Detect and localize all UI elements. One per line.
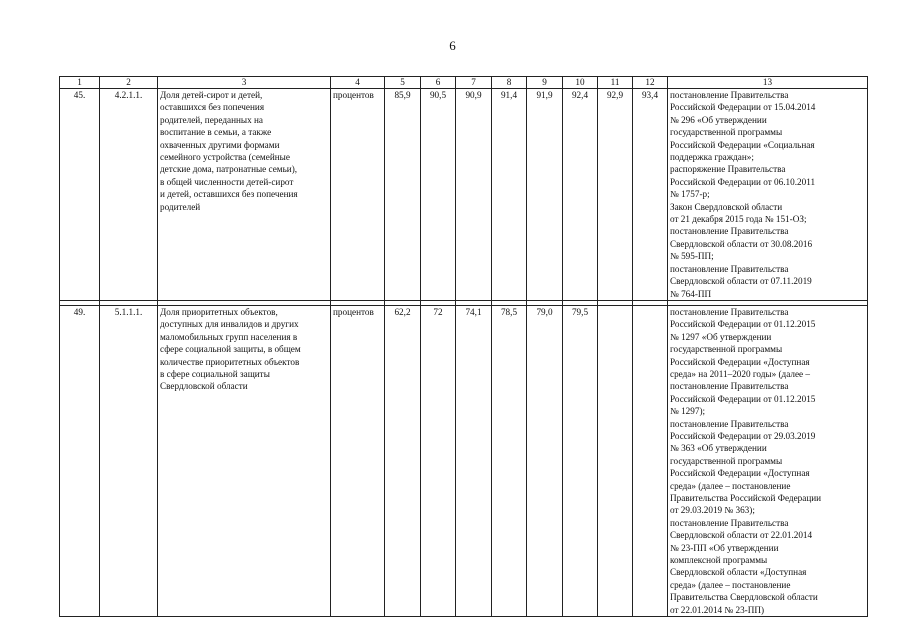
row-code: 5.1.1.1. — [100, 305, 158, 616]
row-description: Доля детей-сирот и детей, оставшихся без попечения родителей, переданных на воспитание в семьи, а также охваченных другими формами семейного устройства (семейные детские дома, патронатные семьи), в общей численности детей-сирот и детей, оставшихся без попечения родителей — [158, 89, 331, 301]
row-value — [598, 305, 633, 616]
row-value: 92,4 — [563, 89, 598, 301]
row-code: 4.2.1.1. — [100, 89, 158, 301]
row-value: 62,2 — [385, 305, 421, 616]
row-unit: процентов — [331, 305, 385, 616]
column-header: 6 — [421, 77, 456, 89]
column-header: 10 — [563, 77, 598, 89]
row-value: 79,0 — [527, 305, 563, 616]
column-header: 4 — [331, 77, 385, 89]
header-row — [60, 77, 868, 89]
row-value: 78,5 — [492, 305, 527, 616]
table-row — [60, 89, 868, 301]
row-value — [633, 305, 668, 616]
row-value: 79,5 — [563, 305, 598, 616]
column-header: 9 — [527, 77, 563, 89]
row-description: Доля приоритетных объектов, доступных для инвалидов и других маломобильных групп населения в сфере социальной защиты, в общем количестве приоритетных объектов в сфере социальной защиты Свердловской области — [158, 305, 331, 616]
row-documents: постановление Правительства Российской Федерации от 01.12.2015 № 1297 «Об утверждении государственной программы Российской Федерации «Доступная среда» на 2011–2020 годы» (далее – постановление Правительства Российской Федерации от 01.12.2015 № 1297); постановление Правительства Российской Федерации от 29.03.2019 № 363 «Об утверждении государственной программы Российской Федерации «Доступная среда» (далее – постановление Правительства Российской Федерации от 29.03.2019 № 363); постановление Правительства Свердловской области от 22.01.2014 № 23-ПП «Об утверждении комплексной программы Свердловской области «Доступная среда» (далее – постановление Правительства Свердловской области от 22.01.2014 № 23-ПП) — [668, 305, 868, 616]
row-value: 91,4 — [492, 89, 527, 301]
row-number: 45. — [60, 89, 100, 301]
row-documents: постановление Правительства Российской Федерации от 15.04.2014 № 296 «Об утверждении государственной программы Российской Федерации «Социальная поддержка граждан»; распоряжение Правительства Российской Федерации от 06.10.2011 № 1757-р; Закон Свердловской области от 21 декабря 2015 года № 151-ОЗ; постановление Правительства Свердловской области от 30.08.2016 № 595-ПП; постановление Правительства Свердловской области от 07.11.2019 № 764-ПП — [668, 89, 868, 301]
indicators-table — [59, 76, 868, 617]
column-header: 13 — [668, 77, 868, 89]
column-header: 12 — [633, 77, 668, 89]
row-value: 85,9 — [385, 89, 421, 301]
column-header: 5 — [385, 77, 421, 89]
row-value: 90,5 — [421, 89, 456, 301]
row-value: 93,4 — [633, 89, 668, 301]
row-unit: процентов — [331, 89, 385, 301]
row-value: 92,9 — [598, 89, 633, 301]
column-header: 7 — [456, 77, 492, 89]
column-header: 11 — [598, 77, 633, 89]
row-value: 91,9 — [527, 89, 563, 301]
row-number: 49. — [60, 305, 100, 616]
column-header: 1 — [60, 77, 100, 89]
row-value: 72 — [421, 305, 456, 616]
column-header: 8 — [492, 77, 527, 89]
page-number: 6 — [449, 38, 456, 53]
row-value: 74,1 — [456, 305, 492, 616]
column-header: 3 — [158, 77, 331, 89]
row-value: 90,9 — [456, 89, 492, 301]
column-header: 2 — [100, 77, 158, 89]
table-row — [60, 305, 868, 616]
